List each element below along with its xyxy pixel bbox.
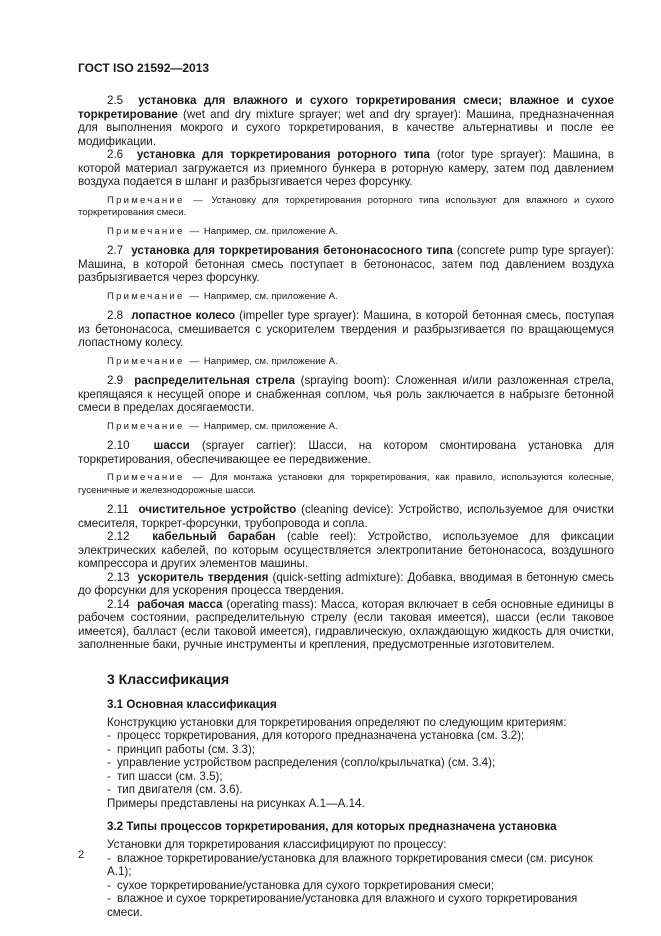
term-english: (cable reel):: [286, 530, 357, 543]
term-2-12: [78, 530, 614, 571]
subsection-outro: Примеры представлены на рисунках А.1—А.14.: [107, 796, 365, 810]
term-number: 2.12: [107, 530, 130, 543]
list-item: - управление устройством распределения (сопло/крыльчатка) (см. 3.4);: [107, 756, 496, 769]
note-label: Примечание —: [107, 194, 205, 206]
term-title: рабочая масса: [137, 597, 223, 611]
list-item-text: влажное и сухое торкретирование/установка для влажного и сухого торкретирования смеси.: [107, 892, 578, 919]
term-definition: Устройство, используемое для фиксации электрических кабелей, по которым осуществляется электропитание бетононасоса, воздушного компрессора и других элементов машины.: [78, 530, 614, 570]
term-2-13: [78, 571, 614, 598]
note-text: Например, см. приложение А.: [203, 420, 338, 432]
term-title: очистительное устройство: [138, 503, 297, 516]
term-title: распределительная стрела: [134, 374, 295, 387]
term-number: 2.7: [107, 244, 124, 257]
list-item-text: принцип работы (см. 3.3);: [117, 742, 256, 756]
term-english: (rotor type sprayer):: [436, 148, 546, 161]
note-text: Установку для торкретирования роторного типа используют для влажного и сухого торкретирования смеси.: [78, 194, 614, 218]
term-definition: Масса, которая включает в себя основные единицы в рабочем состоянии, распределительную стрелу (если таковая имеется), шасси (если таковое имеется), балласт (если таковой имеется), гидравлическую, охлаждающую жидкость для очистки, заполненные баки, ручные инструменты и крепления, предусмотренные изготовителем.: [78, 597, 614, 651]
note-text: Например, см. приложение А.: [203, 225, 338, 237]
subsection-intro: Установки для торкретирования классифицируют по процессу:: [107, 838, 447, 851]
subsection-title: 3.1 Основная классификация: [107, 697, 277, 711]
term-title: установка для торкретирования роторного типа: [136, 148, 430, 161]
list-item-text: сухое торкретирование/установка для сухого торкретирования смеси;: [117, 878, 495, 892]
process-list: [107, 852, 614, 920]
note-text: Например, см. приложение А.: [203, 355, 338, 367]
list-item-text: влажное торкретирование/установка для влажного торкретирования смеси (см. рисунок А.1);: [107, 851, 593, 878]
term-title: кабельный барабан: [152, 530, 276, 543]
term-2-10: [78, 439, 614, 466]
note: [78, 472, 614, 497]
list-item: - влажное торкретирование/установка для влажного торкретирования смеси (см. рисунок А.1);: [107, 851, 593, 878]
term-number: 2.6: [107, 148, 124, 161]
note-text: Например, см. приложение А.: [203, 290, 338, 302]
list-item-text: процесс торкретирования, для которого предназначена установка (см. 3.2);: [117, 729, 525, 742]
term-english: (operating mass):: [226, 597, 318, 611]
term-definition: Шасси, на котором смонтирована установка для торкретирования, обеспечивающее ее передвижение.: [78, 439, 614, 466]
term-2-6: [78, 148, 614, 189]
term-2-9: [78, 374, 614, 415]
term-title: установка для влажного и сухого торкретирования смеси; влажное и сухое торкретирование: [78, 94, 614, 121]
term-title: лопастное колесо: [131, 309, 236, 322]
term-number: 2.10: [107, 439, 130, 452]
list-item: - процесс торкретирования, для которого предназначена установка (см. 3.2);: [107, 729, 525, 742]
document-header: ГОСТ ISO 21592—2013: [78, 61, 210, 75]
note-label: Примечание —: [107, 420, 202, 432]
term-english: (wet and dry mixture sprayer; wet and dry sprayer):: [183, 107, 462, 121]
list-item-text: тип шасси (см. 3.5);: [117, 769, 223, 783]
term-title: установка для торкретирования бетононасосного типа: [131, 244, 453, 257]
criteria-list: [107, 729, 614, 797]
term-definition: Машина, в которой материал загружается из приемного бункера в роторную камеру, затем под давлением воздуха подается в шланг и разбрызгивается через форсунку.: [78, 148, 614, 188]
term-definition: Машина, в которой бетонная смесь, поступая из бетононасоса, смешивается с ускорителем твердения и разбрызгивается по вращающемуся лопастному колесу.: [78, 309, 614, 349]
term-number: 2.11: [107, 503, 129, 516]
subsection-intro: Конструкцию установки для торкретирования определяют по следующим критериям:: [107, 715, 567, 729]
note: [78, 291, 614, 304]
term-definition: Сложенная и/или разложенная стрела, крепящаяся к несущей опоре и снабженная соплом, чья роль заключается в набрызге бетонной смеси в пределах досягаемости.: [78, 374, 614, 414]
term-definition: Машина, предназначенная для выполнения мокрого и сухого торкретирования, в качестве альтернативы и после ее модификации.: [78, 107, 614, 148]
term-2-8: [78, 309, 614, 350]
list-item-text: тип двигателя (см. 3.6).: [117, 783, 243, 796]
list-item: - принцип работы (см. 3.3);: [107, 742, 256, 756]
term-english: (spraying boom):: [300, 374, 390, 387]
term-2-11: [78, 503, 614, 530]
subsection-title: 3.2 Типы процессов торкретирования, для которых предназначена установка: [107, 820, 557, 833]
term-english: (concrete pump type sprayer):: [456, 244, 614, 257]
list-item: - тип двигателя (см. 3.6).: [107, 783, 243, 796]
term-number: 2.9: [107, 374, 124, 387]
page-number: 2: [78, 849, 85, 861]
note: [78, 195, 614, 220]
note: [78, 356, 614, 369]
term-title: ускоритель твердения: [137, 570, 269, 584]
note-label: Примечание —: [107, 290, 202, 302]
term-english: (cleaning device):: [301, 503, 394, 516]
term-number: 2.13: [107, 570, 130, 584]
term-2-5: [78, 94, 614, 148]
term-2-7: [78, 244, 614, 285]
term-number: 2.14: [107, 597, 130, 611]
section-title: 3 Классификация: [107, 670, 230, 687]
term-title: шасси: [153, 439, 190, 452]
term-definition: Добавка, вводимая в бетонную смесь до форсунки для ускорения процесса твердения.: [78, 570, 615, 597]
term-definition: Устройство, используемое для очистки смесителя, торкрет-форсунки, трубопровода и сопла.: [78, 503, 614, 530]
document-body: [78, 94, 614, 919]
term-english: (sprayer carrier):: [201, 439, 297, 452]
note-text: Для монтажа установки для торкретирования, как правило, используются колесные, гусеничные и железнодорожные шасси.: [78, 472, 614, 496]
list-item: - сухое торкретирование/установка для сухого торкретирования смеси;: [107, 878, 495, 892]
list-item: - влажное и сухое торкретирование/установка для влажного и сухого торкретирования смеси.: [107, 892, 578, 919]
term-2-14: [78, 598, 614, 652]
note: [78, 421, 614, 434]
note: [78, 226, 614, 239]
note-label: Примечание —: [107, 472, 205, 483]
list-item-text: управление устройством распределения (сопло/крыльчатка) (см. 3.4);: [117, 756, 496, 769]
term-english: (impeller type sprayer):: [239, 309, 360, 322]
note-label: Примечание —: [107, 225, 202, 237]
term-english: (quick-setting admixture):: [272, 570, 404, 584]
term-number: 2.5: [107, 94, 124, 107]
note-label: Примечание —: [107, 355, 202, 367]
term-definition: Машина, в которой бетонная смесь поступает в бетононасос, затем под давлением воздуха разбрызгивается через форсунку.: [78, 257, 614, 284]
list-item: - тип шасси (см. 3.5);: [107, 769, 223, 783]
term-number: 2.8: [107, 309, 124, 322]
